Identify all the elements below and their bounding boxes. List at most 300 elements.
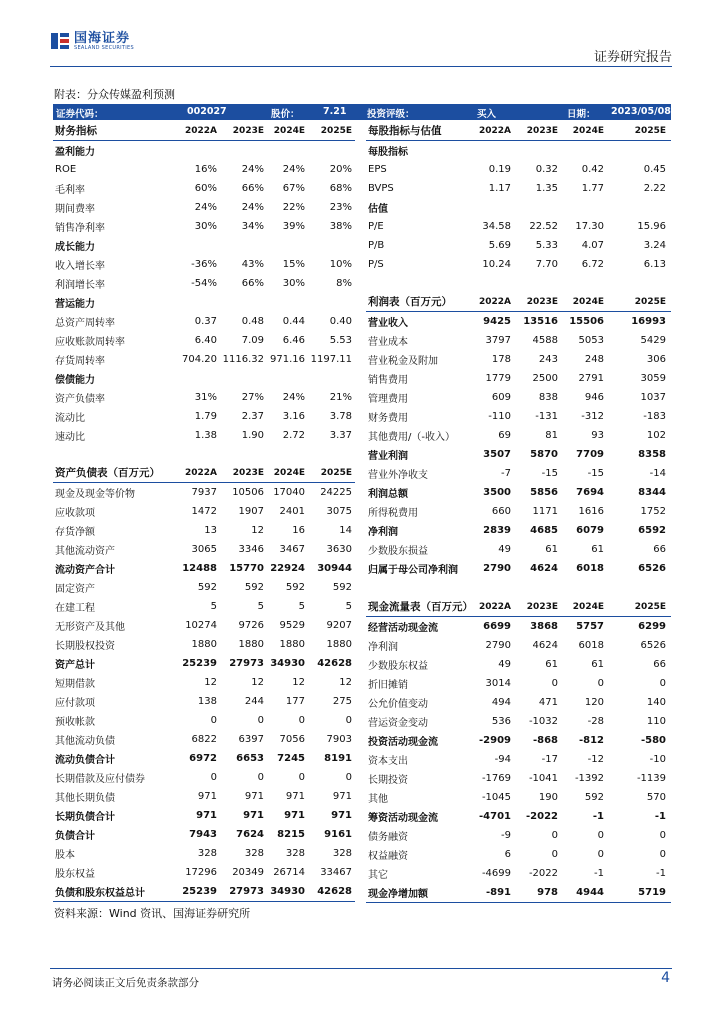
cell-value: 16993 [631, 316, 666, 327]
cell-value: -1139 [636, 773, 666, 784]
investment-rating: 买入 [477, 109, 497, 120]
cell-value: 3630 [326, 544, 352, 555]
cell-value: -4699 [481, 868, 511, 879]
row-label: 成长能力 [55, 242, 95, 253]
cell-value: 15.96 [637, 221, 666, 232]
cell-value: 328 [285, 848, 305, 859]
table-row [53, 635, 355, 654]
cell-value: 306 [646, 354, 666, 365]
table-header-row [366, 292, 671, 311]
cell-value: -14 [649, 468, 666, 479]
cell-value: 10506 [232, 487, 264, 498]
cell-value: 0 [551, 830, 558, 841]
cell-value: 12488 [182, 563, 217, 574]
row-label: 营业成本 [368, 337, 408, 348]
cell-value: 1.77 [581, 183, 604, 194]
table-row [366, 198, 671, 217]
row-label: 利润表（百万元） [368, 296, 452, 308]
cell-value: 34930 [270, 886, 305, 897]
cell-value: 2024E [273, 125, 305, 136]
row-label: 流动负债合计 [55, 755, 115, 766]
row-label: 无形资产及其他 [55, 622, 125, 633]
date-label: 日期： [567, 109, 596, 120]
cell-value: 275 [332, 696, 352, 707]
cell-value: 5 [257, 601, 264, 612]
cell-value: -1041 [528, 773, 558, 784]
disclaimer-text: 请务必阅读正文后免责条款部分 [52, 977, 199, 989]
row-label: 应付款项 [55, 698, 95, 709]
cell-value: 5.53 [329, 335, 352, 346]
row-label: 营业收入 [368, 318, 408, 329]
cell-value: 66 [653, 659, 666, 670]
cell-value: 0 [345, 715, 352, 726]
cell-value: 24% [194, 202, 217, 213]
cell-value: 49 [498, 659, 511, 670]
cell-value: 1880 [326, 639, 352, 650]
row-label: 管理费用 [368, 394, 408, 405]
row-label: 财务费用 [368, 413, 408, 424]
table-row [366, 845, 671, 864]
cell-value: 3507 [483, 449, 511, 460]
company-logo [50, 30, 134, 52]
cell-value: 4624 [532, 640, 558, 651]
row-label: 每股指标 [368, 147, 408, 158]
row-label: 折旧摊销 [368, 680, 408, 691]
cell-value: 9161 [324, 829, 352, 840]
table-row [366, 636, 671, 655]
cell-value: -1392 [574, 773, 604, 784]
cell-value: 12 [251, 677, 264, 688]
table-row [366, 388, 671, 407]
cell-value: 2.37 [241, 411, 264, 422]
cell-value: 2023E [232, 125, 264, 136]
cell-value: 5757 [576, 621, 604, 632]
table-row [53, 730, 355, 749]
cell-value: 23% [329, 202, 352, 213]
cell-value: 971 [197, 791, 217, 802]
table-row [53, 160, 355, 179]
row-label: 每股指标与估值 [368, 125, 442, 137]
cell-value: 102 [646, 430, 666, 441]
table-row [53, 787, 355, 806]
cell-value: -17 [541, 754, 558, 765]
cell-value: -868 [532, 735, 558, 746]
table-row [366, 236, 671, 255]
cell-value: 61 [591, 659, 604, 670]
row-label: 经营活动现金流 [368, 623, 438, 634]
cell-value: 9726 [238, 620, 264, 631]
cell-value: 4.07 [581, 240, 604, 251]
cell-value: 21% [329, 392, 352, 403]
cell-value: 5870 [530, 449, 558, 460]
cell-value: 1880 [191, 639, 217, 650]
cell-value: 138 [197, 696, 217, 707]
cell-value: 5856 [530, 487, 558, 498]
cell-value: 592 [584, 792, 604, 803]
row-label: 毛利率 [55, 185, 85, 196]
cell-value: 6.13 [643, 259, 666, 270]
cell-value: 5 [298, 601, 305, 612]
cell-value: 5429 [640, 335, 666, 346]
cell-value: 2024E [572, 296, 604, 307]
table-row [53, 236, 355, 255]
row-label: 股本 [55, 850, 75, 861]
cell-value: 6526 [638, 563, 666, 574]
table-row [53, 483, 355, 502]
cell-value: -10 [649, 754, 666, 765]
page-number: 4 [661, 970, 670, 986]
cell-value: 0 [298, 715, 305, 726]
cell-value: 244 [244, 696, 264, 707]
cell-value: 0 [597, 830, 604, 841]
cell-value: 2790 [485, 640, 511, 651]
cell-value: -183 [643, 411, 666, 422]
cell-value: 12 [251, 525, 264, 536]
cell-value: 110 [646, 716, 666, 727]
cell-value: 25239 [182, 886, 217, 897]
table-row [366, 807, 671, 826]
row-label: 应收款项 [55, 508, 95, 519]
row-label: 速动比 [55, 432, 85, 443]
cell-value: 0.48 [241, 316, 264, 327]
table-row [366, 617, 671, 636]
cell-value: 42628 [317, 886, 352, 897]
row-label: 期间费率 [55, 204, 95, 215]
row-label: 固定资产 [55, 584, 95, 595]
row-label: 少数股东损益 [368, 546, 428, 557]
row-label: 销售净利率 [55, 223, 105, 234]
table-row [53, 559, 355, 578]
row-label: 营业税金及附加 [368, 356, 438, 367]
row-label: 股东权益 [55, 869, 95, 880]
row-label: 财务指标 [55, 125, 97, 137]
cell-value: 570 [646, 792, 666, 803]
table-row [53, 806, 355, 825]
cell-value: -12 [587, 754, 604, 765]
cell-value: 34% [241, 221, 264, 232]
cell-value: 4588 [532, 335, 558, 346]
cell-value: 10.24 [482, 259, 511, 270]
cell-value: 6.72 [581, 259, 604, 270]
row-label: 估值 [368, 204, 388, 215]
row-label: 权益融资 [368, 851, 408, 862]
cell-value: -9 [501, 830, 511, 841]
cell-value: 971 [196, 810, 217, 821]
cell-value: 81 [545, 430, 558, 441]
table-row [366, 540, 671, 559]
cell-value: 4944 [576, 887, 604, 898]
cell-value: 1472 [191, 506, 217, 517]
table-row [53, 673, 355, 692]
row-label: 营业外净收支 [368, 470, 428, 481]
cell-value: 3075 [326, 506, 352, 517]
cell-value: -94 [494, 754, 511, 765]
cell-value: 190 [538, 792, 558, 803]
cell-value: 6299 [638, 621, 666, 632]
cell-value: 3059 [640, 373, 666, 384]
row-label: 资产总计 [55, 660, 95, 671]
row-label: 其它 [368, 870, 388, 881]
cell-value: -4701 [479, 811, 511, 822]
row-label: 负债和股东权益总计 [55, 888, 145, 899]
cell-value: 8344 [638, 487, 666, 498]
cell-value: 2022A [478, 125, 511, 136]
table-row [53, 293, 355, 312]
cell-value: 3.24 [643, 240, 666, 251]
cell-value: 0 [298, 772, 305, 783]
table-row [366, 141, 671, 160]
table-row [53, 616, 355, 635]
table-row [366, 731, 671, 750]
table-row [53, 768, 355, 787]
cell-value: 10% [329, 259, 352, 270]
cell-value: 0 [597, 849, 604, 860]
cell-value: 42628 [317, 658, 352, 669]
cell-value: 5053 [578, 335, 604, 346]
table-row [366, 769, 671, 788]
cell-value: 0 [210, 715, 217, 726]
cell-value: 8215 [277, 829, 305, 840]
cell-value: -891 [485, 887, 511, 898]
cell-value: 24% [241, 164, 264, 175]
cell-value: 93 [591, 430, 604, 441]
cell-value: 43% [241, 259, 264, 270]
table-row [53, 863, 355, 882]
table-row [366, 502, 671, 521]
page-header [0, 0, 724, 70]
table-row [53, 274, 355, 293]
cell-value: 3797 [485, 335, 511, 346]
cell-value: 6592 [638, 525, 666, 536]
cell-value: 536 [491, 716, 511, 727]
cell-value: 5 [345, 601, 352, 612]
table-row [53, 179, 355, 198]
cell-value: 49 [498, 544, 511, 555]
cell-value: -580 [640, 735, 666, 746]
cell-value: 3014 [485, 678, 511, 689]
row-label: 公允价值变动 [368, 699, 428, 710]
cell-value: -15 [541, 468, 558, 479]
table-row [366, 521, 671, 540]
cell-value: 3.37 [329, 430, 352, 441]
cell-value: 1907 [238, 506, 264, 517]
table-row [53, 825, 355, 844]
cell-value: 592 [285, 582, 305, 593]
cell-value: 68% [329, 183, 352, 194]
cell-value: -1769 [481, 773, 511, 784]
row-label: 流动比 [55, 413, 85, 424]
table-row [53, 407, 355, 426]
cell-value: 9425 [483, 316, 511, 327]
logo-chinese-name: 国海证券 [74, 30, 131, 46]
table-row [366, 788, 671, 807]
row-label: 利润总额 [368, 489, 408, 500]
cell-value: 971.16 [270, 354, 305, 365]
row-label: 偿债能力 [55, 375, 95, 386]
cell-value: 61 [545, 544, 558, 555]
cell-value: 20349 [232, 867, 264, 878]
cell-value: 704.20 [182, 354, 217, 365]
cell-value: 609 [491, 392, 511, 403]
row-label: 现金及现金等价物 [55, 489, 135, 500]
cell-value: 5.69 [488, 240, 511, 251]
row-label: P/B [368, 240, 385, 251]
table-row [53, 540, 355, 559]
row-label: 短期借款 [55, 679, 95, 690]
cell-value: 3868 [530, 621, 558, 632]
cell-value: 12 [339, 677, 352, 688]
cell-value: 1880 [238, 639, 264, 650]
cell-value: 2025E [320, 467, 352, 478]
cell-value: 6699 [483, 621, 511, 632]
row-label: 其他 [368, 794, 388, 805]
row-label: 债务融资 [368, 832, 408, 843]
cell-value: 2022A [478, 601, 511, 612]
cell-value: 7903 [326, 734, 352, 745]
cell-value: 6018 [578, 640, 604, 651]
row-label: 其他流动负债 [55, 736, 115, 747]
cell-value: 0 [257, 772, 264, 783]
cell-value: 6822 [191, 734, 217, 745]
cell-value: -131 [535, 411, 558, 422]
cell-value: -2022 [526, 811, 558, 822]
cell-value: 978 [537, 887, 558, 898]
table-row [366, 407, 671, 426]
cell-value: -1 [656, 868, 666, 879]
cell-value: 1116.32 [222, 354, 264, 365]
table-row [53, 521, 355, 540]
cell-value: 971 [243, 810, 264, 821]
cell-value: 2025E [634, 601, 666, 612]
cell-value: 6.40 [194, 335, 217, 346]
header-divider [50, 66, 672, 67]
cell-value: 6972 [189, 753, 217, 764]
row-label: 预收帐款 [55, 717, 95, 728]
cell-value: 1.35 [535, 183, 558, 194]
row-label: 净利润 [368, 527, 398, 538]
table-row [366, 559, 671, 578]
cell-value: 67% [282, 183, 305, 194]
cell-value: 66% [241, 278, 264, 289]
row-label: 投资活动现金流 [368, 737, 438, 748]
stock-price: 7.21 [323, 106, 347, 117]
cell-value: 1.79 [194, 411, 217, 422]
cell-value: 0.42 [581, 164, 604, 175]
cell-value: 2024E [572, 125, 604, 136]
cell-value: 24% [241, 202, 264, 213]
table-row [366, 445, 671, 464]
cell-value: 15% [282, 259, 305, 270]
cell-value: 30% [282, 278, 305, 289]
cell-value: 7937 [191, 487, 217, 498]
cell-value: 66 [653, 544, 666, 555]
table-header-row [53, 121, 355, 140]
cell-value: 5 [210, 601, 217, 612]
cell-value: 10274 [185, 620, 217, 631]
cell-value: 0 [551, 849, 558, 860]
row-label: 净利润 [368, 642, 398, 653]
table-row [53, 198, 355, 217]
table-row [53, 426, 355, 445]
cell-value: 0 [597, 678, 604, 689]
cell-value: 1616 [578, 506, 604, 517]
row-label: 营运资金变动 [368, 718, 428, 729]
row-label: 总资产周转率 [55, 318, 115, 329]
cell-value: 328 [244, 848, 264, 859]
cell-value: 24225 [320, 487, 352, 498]
row-label: 资产负债率 [55, 394, 105, 405]
cell-value: 3346 [238, 544, 264, 555]
cell-value: 6526 [640, 640, 666, 651]
table-row [366, 369, 671, 388]
cell-value: 592 [332, 582, 352, 593]
cell-value: 30% [194, 221, 217, 232]
cell-value: -7 [501, 468, 511, 479]
cell-value: 140 [646, 697, 666, 708]
cell-value: 1037 [640, 392, 666, 403]
cell-value: 178 [491, 354, 511, 365]
cell-value: 1752 [640, 506, 666, 517]
cell-value: 971 [331, 810, 352, 821]
cell-value: 1.17 [488, 183, 511, 194]
cell-value: 494 [491, 697, 511, 708]
cell-value: 7.09 [241, 335, 264, 346]
cell-value: 971 [285, 791, 305, 802]
cell-value: -1045 [481, 792, 511, 803]
row-label: 流动资产合计 [55, 565, 115, 576]
table-header-row [53, 463, 355, 482]
cell-value: 248 [584, 354, 604, 365]
cell-value: -54% [191, 278, 217, 289]
stock-code: 002027 [187, 106, 227, 117]
table-header-row [366, 121, 671, 140]
table-bottom-line [53, 901, 355, 902]
row-label: 长期投资 [368, 775, 408, 786]
cell-value: 2023E [526, 125, 558, 136]
sealand-logo-icon [50, 31, 70, 51]
table-row [53, 312, 355, 331]
cell-value: -28 [587, 716, 604, 727]
data-source-note: 资料来源：Wind 资讯、国海证券研究所 [54, 907, 251, 920]
row-label: 利润增长率 [55, 280, 105, 291]
cell-value: 8191 [324, 753, 352, 764]
row-label: 收入增长率 [55, 261, 105, 272]
cell-value: 7245 [277, 753, 305, 764]
row-label: 销售费用 [368, 375, 408, 386]
cell-value: 2025E [320, 125, 352, 136]
cell-value: 1.38 [194, 430, 217, 441]
table-row [366, 693, 671, 712]
table-row [53, 502, 355, 521]
cell-value: 2.22 [643, 183, 666, 194]
cell-value: 660 [491, 506, 511, 517]
row-label: 负债合计 [55, 831, 95, 842]
cell-value: -15 [587, 468, 604, 479]
table-row [366, 255, 671, 274]
cell-value: 3.78 [329, 411, 352, 422]
cell-value: 177 [285, 696, 305, 707]
cell-value: 971 [332, 791, 352, 802]
cell-value: 0 [345, 772, 352, 783]
table-row [53, 350, 355, 369]
table-row [366, 464, 671, 483]
cell-value: 0.32 [535, 164, 558, 175]
cell-value: -2909 [479, 735, 511, 746]
cell-value: 14 [339, 525, 352, 536]
row-label: 少数股东权益 [368, 661, 428, 672]
table-row [53, 844, 355, 863]
row-label: 盈利能力 [55, 147, 95, 158]
